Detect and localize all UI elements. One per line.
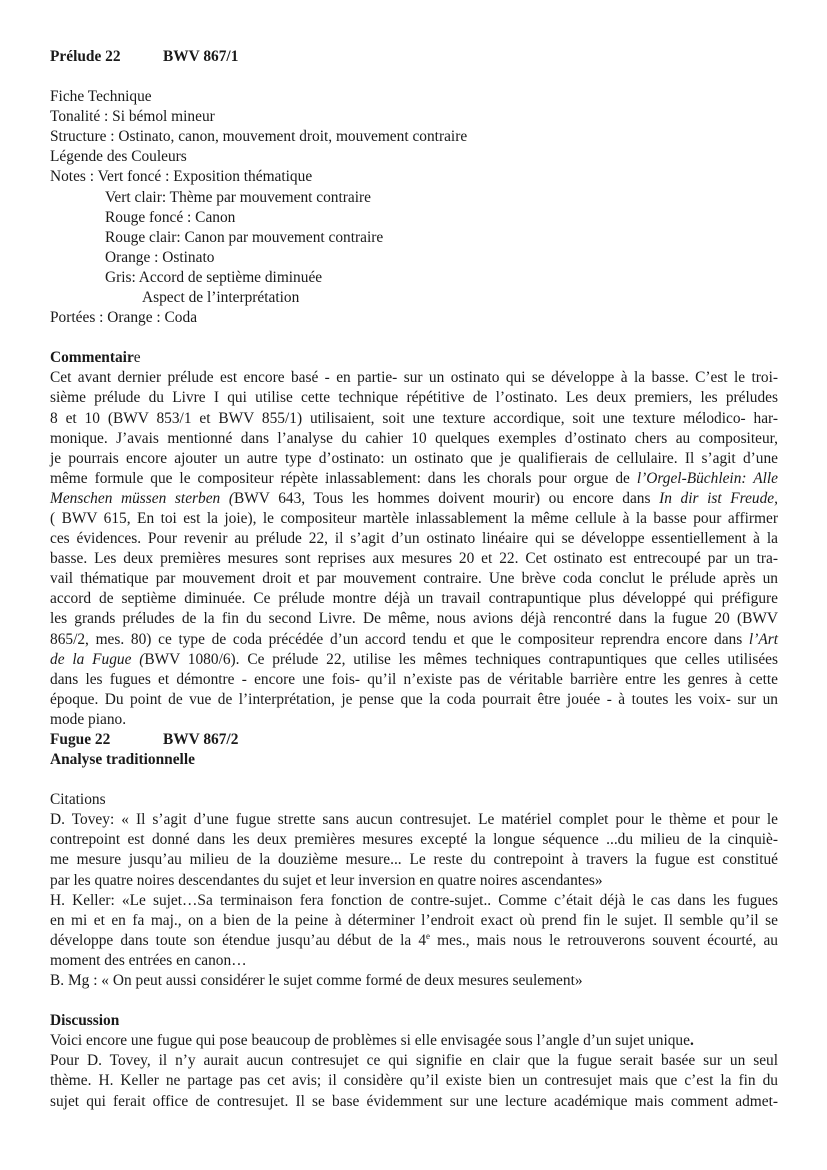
fiche-structure: Structure : Ostinato, canon, mouvement droit, mouvement contraire	[50, 128, 468, 146]
paragraph-line: en mi et en fa maj., on a bien de la peine à déterminer l’endroit exact où prend fin le sujet. Il semble qu’il se	[50, 911, 778, 929]
paragraph-line: même formule que le compositeur répète inlassablement: dans les chorals pour orgue de l’Orgel-Büchlein: Alle	[50, 469, 779, 487]
paragraph-line: moment des entrées en canon…	[50, 951, 247, 969]
legend-item: Aspect de l’interprétation	[142, 289, 300, 307]
paragraph-line: thème. H. Keller ne partage pas cet avis; il considère qu’il existe bien un contresujet mais que c’est la fin du	[50, 1072, 778, 1090]
paragraph-line: Cet avant dernier prélude est encore basé - en partie- sur un ostinato qui se développe à la basse. C’est le troi-	[50, 369, 778, 387]
fugue-subtitle: Analyse traditionnelle	[50, 751, 195, 769]
citations-heading: Citations	[50, 791, 106, 809]
work-title: In dir ist Freude,	[659, 489, 778, 507]
paragraph-line: je pourrais encore ajouter un autre type d’ostinato: un ostinato que je qualifierais de cellulaire. Il s’agit d’une	[50, 449, 778, 467]
paragraph-line: Voici encore une fugue qui pose beaucoup de problèmes si elle envisagée sous l’angle d’un sujet unique.	[50, 1032, 694, 1050]
paragraph-line: mode piano.	[50, 710, 127, 728]
fugue-title: Fugue 22 BWV 867/2	[50, 731, 239, 748]
paragraph-line: Menschen müssen sterben (BWV 643, Tous les hommes doivent mourir) ou encore dans In dir ist Freude,	[50, 489, 778, 507]
fiche-heading: Fiche Technique	[50, 88, 152, 106]
legend-item: Rouge clair: Canon par mouvement contraire	[105, 228, 384, 246]
spacer	[50, 328, 778, 348]
paragraph-line: H. Keller: «Le sujet…Sa terminaison fera fonction de contre-sujet.. Comme c’était déjà le cas dans les fugues	[50, 891, 778, 909]
spacer	[50, 770, 778, 790]
paragraph-line: basse. Les deux premières mesures sont reprises aux mesures 20 et 22. Cet ostinato est entrecoupé par un tra-	[50, 550, 778, 568]
work-title: l’Orgel-Büchlein: Alle	[636, 469, 779, 487]
paragraph-line: de la Fugue (BWV 1080/6). Ce prélude 22, utilise les mêmes techniques contrapuntiques que celles utilisées	[50, 650, 778, 668]
paragraph-line: monique. J’avais mentionné dans l’analyse du cahier 10 quelques exemples d’ostinato chers au compositeur,	[50, 429, 778, 447]
spacer	[50, 67, 778, 87]
paragraph-line: Pour D. Tovey, il n’y aurait aucun contresujet ce qui signifie en clair que la fugue serait basée sur un seul	[50, 1052, 778, 1070]
paragraph-line: dans les fugues et démontre - encore une fois- qu’il n’existe pas de véritable barrière entre les genres à cette	[50, 670, 778, 688]
paragraph-line: D. Tovey: « Il s’agit d’une fugue strette sans aucun contresujet. Le matériel complet pour le thème et pour le	[50, 811, 778, 829]
paragraph-line: ces évidences. Pour revenir au prélude 22, il s’agit d’un ostinato linéaire qui se développe essentiellement à la	[50, 530, 778, 548]
fiche-tonalite: Tonalité : Si bémol mineur	[50, 108, 215, 126]
paragraph-line: 865/2, mes. 80) ce type de coda précédée d’un accord tendu et que le compositeur reprendra encore dans l’Art	[50, 630, 778, 648]
legend-item: Vert clair: Thème par mouvement contraire	[105, 188, 371, 206]
legend-item: Gris: Accord de septième diminuée	[105, 268, 323, 286]
fiche-legende: Légende des Couleurs	[50, 148, 187, 166]
commentaire-heading: Commentaire	[50, 349, 141, 367]
spacer	[50, 991, 778, 1011]
paragraph-line: 8 et 10 (BWV 853/1 et BWV 855/1) utilisaient, soit une texture accordique, soit une texture mélodico- har-	[50, 409, 778, 427]
paragraph-line: développe dans toute son étendue jusqu’au début de la 4e mes., mais nous le retrouverons souvent écourté, au	[50, 930, 778, 949]
paragraph-line: les grands préludes de la fin du second Livre. De même, nous avions déjà rencontré dans la fugue 20 (BWV	[50, 610, 778, 628]
paragraph-line: par les quatre noires descendantes du sujet et leur inversion en quatre noires ascendantes»	[50, 871, 603, 889]
work-title: de la Fugue (	[50, 650, 145, 668]
paragraph-line: ( BWV 615, En toi est la joie), le compositeur martèle inlassablement la même cellule à la basse pour affirmer	[50, 509, 778, 527]
document-page	[50, 47, 778, 1112]
work-title: l’Art	[748, 630, 778, 648]
fiche-portees: Portées : Orange : Coda	[50, 309, 198, 327]
paragraph-line: me mesure jusqu’au milieu de la douzième mesure... Le reste du contrepoint à travers la fugue est constitué	[50, 851, 778, 869]
legend-item: Notes : Vert foncé : Exposition thématique	[50, 168, 313, 186]
paragraph-line: accord de septième diminuée. Ce prélude montre déjà un travail contrapuntique plus développé qui préfigure	[50, 590, 778, 608]
paragraph-line: contrepoint est donné dans les deux premières mesures excepté la longue séquence ...du milieu de la cinquiè-	[50, 831, 778, 849]
paragraph-line: sième prélude du Livre I qui utilise cette technique répétitive de l’ostinato. Les deux premiers, les préludes	[50, 389, 778, 407]
paragraph-line: sujet qui ferait office de contresujet. Il se base évidemment sur une lecture académique mais comment admet-	[50, 1092, 778, 1110]
discussion-heading: Discussion	[50, 1012, 120, 1030]
paragraph-line: époque. Du point de vue de l’interprétation, je pense que la coda pourrait être jouée - à toutes les voix- sur un	[50, 690, 778, 708]
legend-item: Rouge foncé : Canon	[105, 208, 236, 226]
paragraph-line: vail thématique par mouvement droit et par mouvement contraire. Une brève coda conclut le prélude après un	[50, 570, 778, 588]
prelude-title: Prélude 22 BWV 867/1	[50, 48, 239, 65]
paragraph-line: B. Mg : « On peut aussi considérer le sujet comme formé de deux mesures seulement»	[50, 972, 583, 990]
work-title: Menschen müssen sterben (	[50, 489, 234, 507]
legend-item: Orange : Ostinato	[105, 248, 215, 266]
